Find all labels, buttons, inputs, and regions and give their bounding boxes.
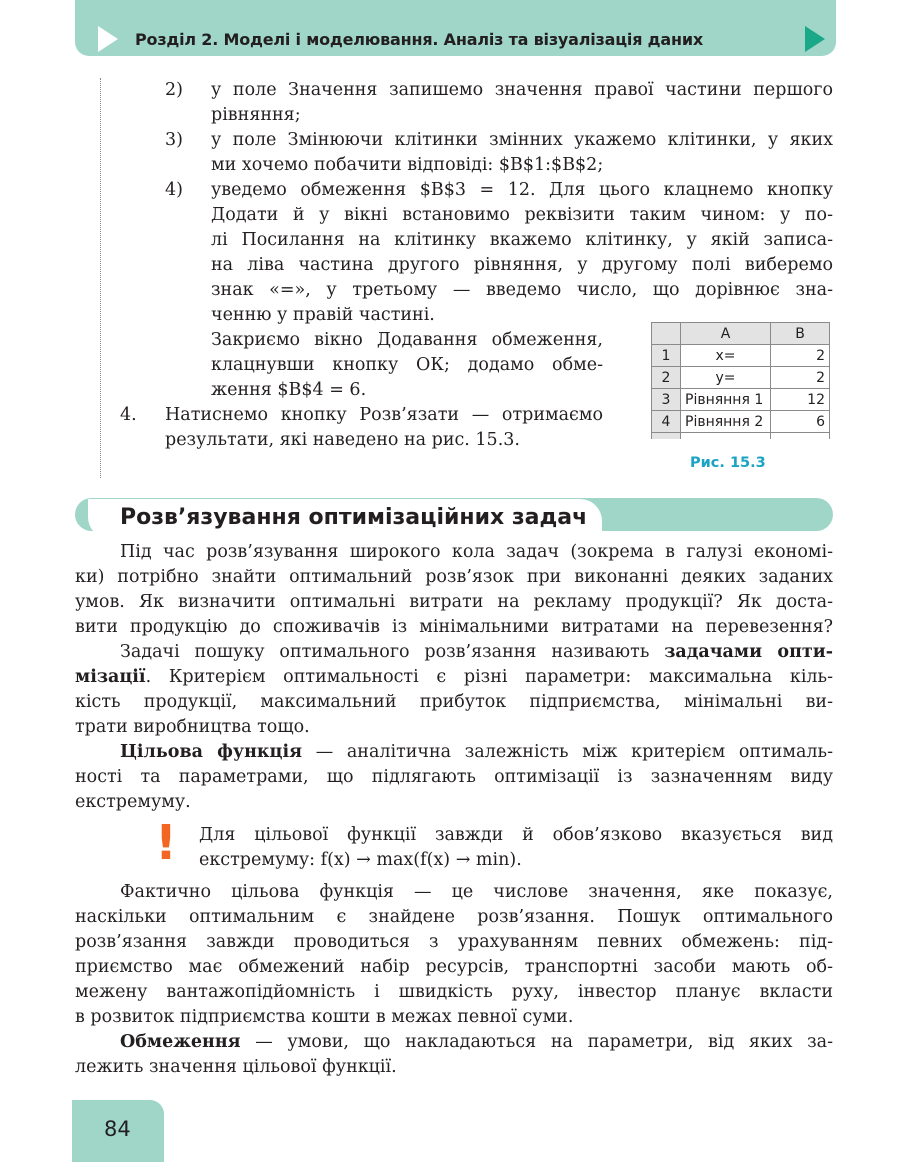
cell-a: Рівняння 2 — [681, 411, 771, 433]
paragraph-line: ності та параметрами, що підлягають оптимізації із зазначенням виду — [75, 767, 833, 787]
item-text-line: результати, які наведено на рис. 15.3. — [165, 430, 520, 450]
step-text-line: ченню у правій частині. — [211, 305, 435, 325]
row-number — [652, 433, 681, 439]
step-text-line: у поле Значення запишемо значення правої частини першого — [211, 80, 833, 100]
paragraph-line: мізації. Критерієм оптимальності є різні параметри: максимальна кіль- — [75, 667, 833, 687]
row-number: 4 — [652, 411, 681, 433]
step-number: 3) — [165, 130, 183, 150]
step-text-line: у поле Змінюючи клітинки змінних укажемо клітинки, у яких — [211, 130, 833, 150]
step-text-line: на ліва частина другого рівняння, у другому полі виберемо — [211, 255, 833, 275]
chapter-title: Розділ 2. Моделі і моделювання. Аналіз та візуалізація даних — [135, 30, 703, 49]
paragraph-line: ки) потрібно знайти оптимальний розв’язок при виконанні деяких заданих — [75, 567, 833, 587]
row-number: 1 — [652, 345, 681, 367]
cell-b: 2 — [771, 345, 830, 367]
cell-b: 6 — [771, 411, 830, 433]
paragraph-line: лежить значення цільової функції. — [75, 1057, 397, 1077]
paragraph-line: Цільова функція — аналітична залежність між критерієм оптималь- — [120, 742, 833, 762]
step-text-line: ми хочемо побачити відповіді: $B$1:$B$2; — [211, 155, 604, 175]
cell-a — [681, 433, 771, 439]
row-number: 2 — [652, 367, 681, 389]
cell-a: Рівняння 1 — [681, 389, 771, 411]
margin-dotted-line — [100, 78, 101, 478]
paragraph-line: екстремуму. — [75, 792, 191, 812]
paragraph-line: розв’язання завжди проводиться з урахуванням певних обмежень: під- — [75, 932, 833, 952]
step-text-line: знак «=», у третьому — введемо число, що дорівнює зна- — [211, 280, 833, 300]
step-text-line: лі Посилання на клітинку вкажемо клітинку, у якій записа- — [211, 230, 833, 250]
cell-b: 12 — [771, 389, 830, 411]
step-number: 4) — [165, 180, 183, 200]
step-text-line: Додати й у вікні встановимо реквізити таким чином: у по- — [211, 205, 833, 225]
item-text-line: Натиснемо кнопку Розв’язати — отримаємо — [165, 405, 603, 425]
step-text-line: рівняння; — [211, 105, 301, 125]
paragraph-line: Обмеження — умови, що накладаються на параметри, від яких за- — [120, 1032, 833, 1052]
triangle-left-icon — [98, 26, 118, 52]
page-number: 84 — [104, 1117, 131, 1141]
paragraph-line: Фактично цільова функція — це числове значення, яке показує, — [120, 882, 833, 902]
spreadsheet-figure — [651, 322, 830, 448]
cell-a: y= — [681, 367, 771, 389]
row-number: 3 — [652, 389, 681, 411]
paragraph-line: в розвиток підприємства кошти в межах певної суми. — [75, 1007, 574, 1027]
step-text-line: ження $B$4 = 6. — [211, 380, 367, 400]
corner-cell — [652, 323, 681, 345]
cell-b: 2 — [771, 367, 830, 389]
paragraph-line: Задачі пошуку оптимального розв’язання називають задачами опти- — [120, 642, 834, 662]
cell-a: x= — [681, 345, 771, 367]
note-line: екстремуму: f(x) → max(f(x) → min). — [199, 850, 522, 870]
paragraph-line: кість продукції, максимальний прибуток підприємства, мінімальні ви- — [75, 692, 833, 712]
column-header: A — [681, 323, 771, 345]
item-number: 4. — [120, 405, 137, 425]
step-text-line: Закриємо вікно Додавання обмеження, — [211, 330, 603, 350]
cell-b — [771, 433, 830, 439]
section-title: Розв’язування оптимізаційних задач — [120, 505, 588, 530]
paragraph-line: наскільки оптимальним є знайдене розв’язання. Пошук оптимального — [75, 907, 833, 927]
paragraph-line: вити продукцію до споживачів із мінімальними витратами на перевезення? — [75, 617, 833, 637]
paragraph-line: приємство має обмежений набір ресурсів, транспортні засоби мають об- — [75, 957, 833, 977]
paragraph-line: Під час розв’язування широкого кола задач (зокрема в галузі економі- — [120, 542, 833, 562]
paragraph-line: трати виробництва тощо. — [75, 717, 310, 737]
paragraph-line: межену вантажопідйомність і швидкість руху, інвестор планує вкласти — [75, 982, 833, 1002]
figure-caption: Рис. 15.3 — [690, 455, 766, 471]
triangle-right-icon — [805, 26, 825, 52]
column-header: B — [771, 323, 830, 345]
step-text-line: клацнувши кнопку ОК; додамо обме- — [211, 355, 603, 375]
spreadsheet-table — [651, 322, 830, 439]
exclamation-icon: ! — [155, 815, 177, 871]
step-number: 2) — [165, 80, 183, 100]
note-line: Для цільової функції завжди й обов’язково вказується вид — [199, 825, 833, 845]
step-text-line: уведемо обмеження $B$3 = 12. Для цього клацнемо кнопку — [211, 180, 833, 200]
paragraph-line: умов. Як визначити оптимальні витрати на рекламу продукції? Як доста- — [75, 592, 833, 612]
